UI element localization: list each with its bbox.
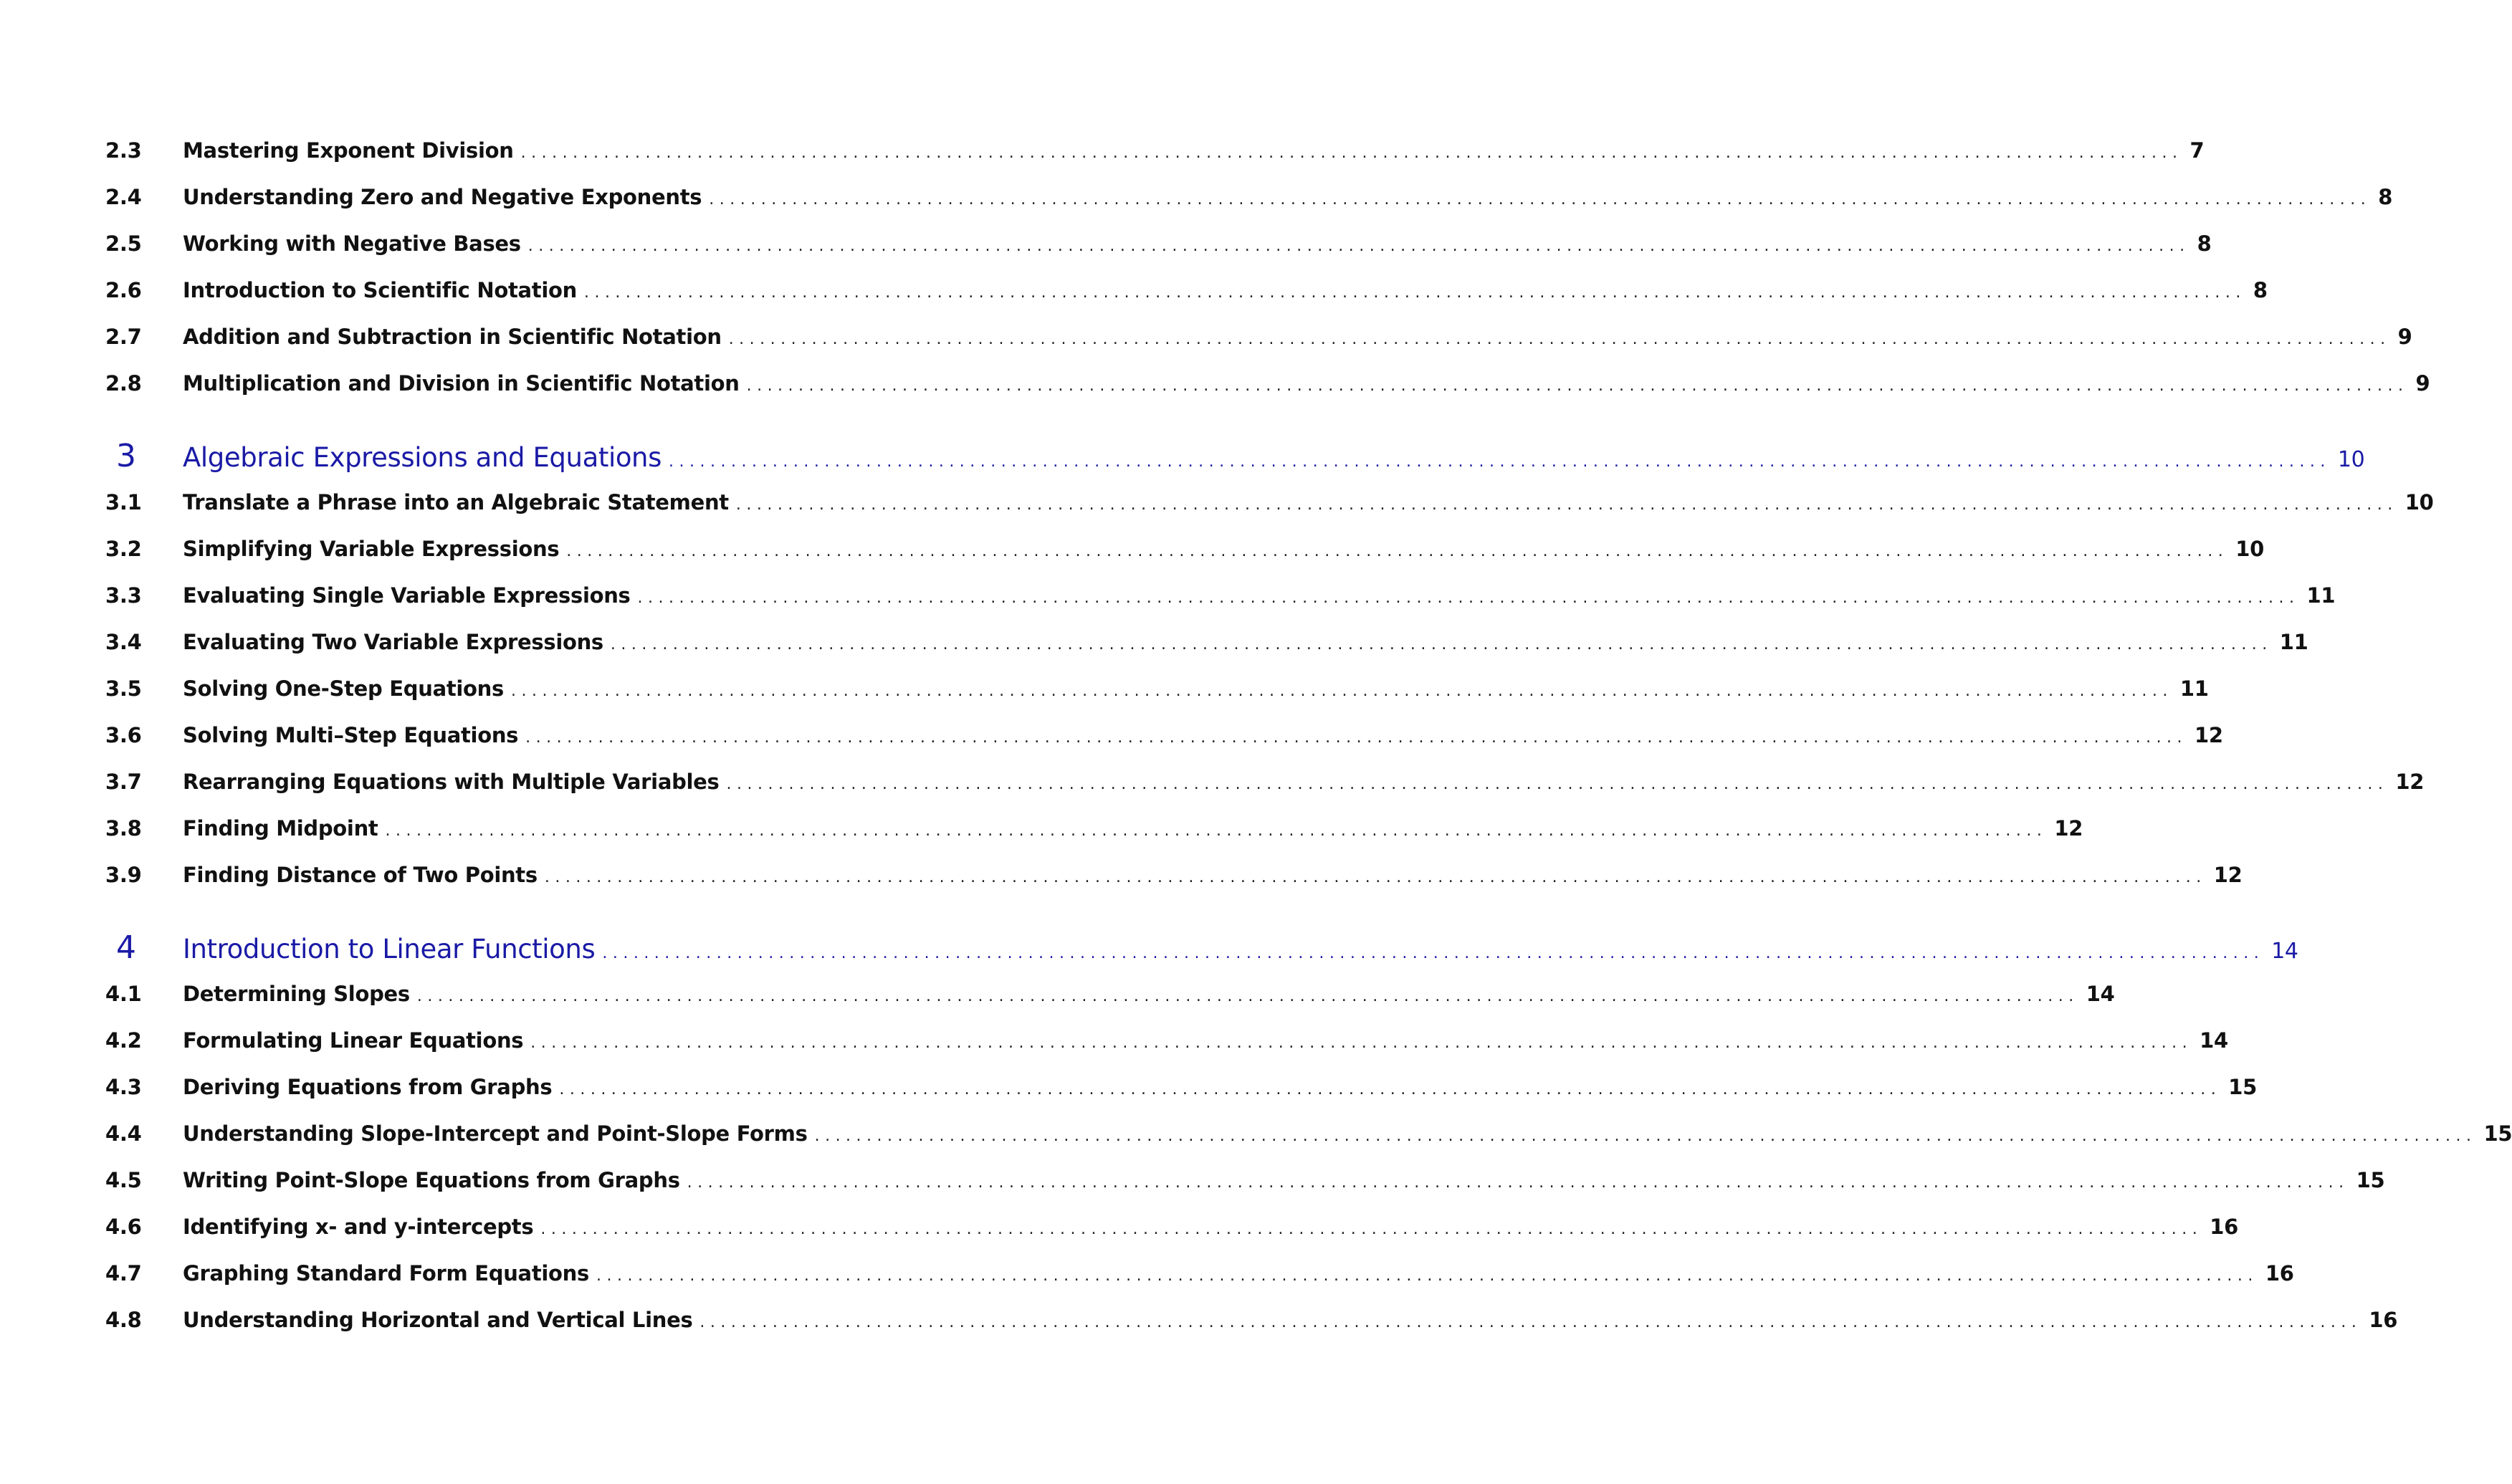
page-number: 8 xyxy=(2253,278,2268,302)
page-number: 12 xyxy=(2054,816,2083,841)
toc-section-entry[interactable] xyxy=(105,1018,2228,1064)
section-number: 3.5 xyxy=(105,676,142,701)
page-number: 11 xyxy=(2306,583,2336,608)
toc-section-entry[interactable] xyxy=(105,314,2412,360)
toc-section-entry[interactable] xyxy=(105,1157,2385,1204)
page-number: 14 xyxy=(2200,1028,2228,1053)
dot-leader: ................................................................................................................................................................ xyxy=(583,284,2246,302)
toc-section-entry[interactable] xyxy=(105,174,2393,221)
toc-section-entry[interactable] xyxy=(105,971,2115,1018)
page-number: 12 xyxy=(2395,770,2425,794)
section-title: Writing Point-Slope Equations from Graphs xyxy=(183,1168,680,1192)
section-number: 3.3 xyxy=(105,583,142,608)
section-number: 2.7 xyxy=(105,325,142,349)
toc-section-entry[interactable] xyxy=(105,221,2212,267)
section-title: Translate a Phrase into an Algebraic Statement xyxy=(183,490,729,514)
dot-leader: ................................................................................................................................................................ xyxy=(559,1081,2222,1098)
chapter-title: Introduction to Linear Functions xyxy=(183,934,596,964)
dot-leader: ................................................................................................................................................................ xyxy=(566,542,2229,560)
dot-leader: ................................................................................................................................................................ xyxy=(637,589,2300,607)
section-title: Introduction to Scientific Notation xyxy=(183,278,577,302)
section-title: Formulating Linear Equations xyxy=(183,1028,524,1053)
dot-leader: ................................................................................................................................................................ xyxy=(525,729,2188,747)
toc-section-entry[interactable] xyxy=(105,573,2336,619)
page-number: 9 xyxy=(2415,371,2430,396)
chapter-title: Algebraic Expressions and Equations xyxy=(183,442,662,473)
section-title: Identifying x- and y-intercepts xyxy=(183,1215,534,1239)
toc-section-entry[interactable] xyxy=(105,666,2209,712)
page-number: 15 xyxy=(2356,1168,2385,1192)
section-title: Evaluating Single Variable Expressions xyxy=(183,583,631,608)
page-number: 16 xyxy=(2369,1308,2398,1332)
page-number: 15 xyxy=(2483,1121,2512,1146)
page-number: 16 xyxy=(2265,1261,2294,1286)
dot-leader: ................................................................................................................................................................ xyxy=(602,944,2265,962)
section-number: 3.8 xyxy=(105,816,142,841)
dot-leader: ................................................................................................................................................................ xyxy=(746,377,2409,395)
toc-section-entry[interactable] xyxy=(105,479,2434,526)
section-number: 2.8 xyxy=(105,371,142,396)
section-number: 2.5 xyxy=(105,231,142,256)
dot-leader: ................................................................................................................................................................ xyxy=(511,682,2173,700)
chapter-spacer xyxy=(105,899,1095,924)
section-title: Finding Midpoint xyxy=(183,816,378,841)
section-title: Solving Multi–Step Equations xyxy=(183,723,519,747)
section-title: Simplifying Variable Expressions xyxy=(183,537,560,561)
section-title: Graphing Standard Form Equations xyxy=(183,1261,589,1286)
dot-leader: ................................................................................................................................................................ xyxy=(709,191,2372,209)
dot-leader: ................................................................................................................................................................ xyxy=(520,144,2183,162)
toc-section-entry[interactable] xyxy=(105,360,2430,407)
dot-leader: ................................................................................................................................................................ xyxy=(530,1034,2193,1052)
section-title: Multiplication and Division in Scientific Notation xyxy=(183,371,740,396)
page-number: 8 xyxy=(2378,185,2393,209)
section-title: Solving One-Step Equations xyxy=(183,676,504,701)
section-number: 4.6 xyxy=(105,1215,142,1239)
section-title: Determining Slopes xyxy=(183,982,410,1006)
chapter-spacer xyxy=(105,407,1095,433)
dot-leader: ................................................................................................................................................................ xyxy=(610,636,2273,654)
section-number: 3.9 xyxy=(105,863,142,887)
dot-leader: ................................................................................................................................................................ xyxy=(814,1127,2477,1145)
page-number: 12 xyxy=(2213,863,2243,887)
toc-section-entry[interactable] xyxy=(105,1250,2294,1297)
section-title: Deriving Equations from Graphs xyxy=(183,1075,553,1099)
section-number: 4.2 xyxy=(105,1028,142,1053)
dot-leader: ................................................................................................................................................................ xyxy=(669,453,2331,471)
toc-section-entry[interactable] xyxy=(105,619,2308,666)
dot-leader: ................................................................................................................................................................ xyxy=(735,496,2398,514)
section-number: 4.7 xyxy=(105,1261,142,1286)
dot-leader: ................................................................................................................................................................ xyxy=(687,1174,2349,1192)
dot-leader: ................................................................................................................................................................ xyxy=(699,1313,2362,1331)
dot-leader: ................................................................................................................................................................ xyxy=(527,237,2190,255)
section-number: 3.6 xyxy=(105,723,142,747)
page-number: 7 xyxy=(2189,138,2205,163)
page-number: 11 xyxy=(2279,630,2308,654)
toc-section-entry[interactable] xyxy=(105,759,2425,805)
dot-leader: ................................................................................................................................................................ xyxy=(540,1220,2203,1238)
page-number: 10 xyxy=(2337,447,2365,472)
toc-section-entry[interactable] xyxy=(105,1204,2239,1250)
toc-chapter-entry[interactable] xyxy=(105,924,2298,971)
section-number: 2.6 xyxy=(105,278,142,302)
section-title: Evaluating Two Variable Expressions xyxy=(183,630,603,654)
toc-section-entry[interactable] xyxy=(105,267,2268,314)
section-title: Understanding Slope-Intercept and Point-Slope Forms xyxy=(183,1121,808,1146)
chapter-number: 3 xyxy=(116,438,136,474)
page-number: 14 xyxy=(2086,982,2115,1006)
toc-section-entry[interactable] xyxy=(105,1064,2258,1111)
page-number: 12 xyxy=(2195,723,2223,747)
dot-leader: ................................................................................................................................................................ xyxy=(416,987,2079,1005)
toc-section-entry[interactable] xyxy=(105,526,2264,573)
section-number: 4.8 xyxy=(105,1308,142,1332)
section-number: 3.1 xyxy=(105,490,142,514)
page-number: 16 xyxy=(2210,1215,2239,1239)
section-title: Finding Distance of Two Points xyxy=(183,863,538,887)
toc-section-entry[interactable] xyxy=(105,712,2223,759)
toc-section-entry[interactable] xyxy=(105,805,2083,852)
section-number: 3.2 xyxy=(105,537,142,561)
toc-section-entry[interactable] xyxy=(105,1111,2512,1157)
section-number: 3.4 xyxy=(105,630,142,654)
section-title: Addition and Subtraction in Scientific Notation xyxy=(183,325,722,349)
section-number: 4.4 xyxy=(105,1121,142,1146)
table-of-contents xyxy=(105,128,2512,1344)
page-number: 9 xyxy=(2397,325,2412,349)
section-number: 2.4 xyxy=(105,185,142,209)
section-title: Rearranging Equations with Multiple Variables xyxy=(183,770,720,794)
section-title: Understanding Horizontal and Vertical Lines xyxy=(183,1308,693,1332)
section-number: 4.3 xyxy=(105,1075,142,1099)
page-number: 10 xyxy=(2404,490,2434,514)
page-number: 10 xyxy=(2235,537,2264,561)
dot-leader: ................................................................................................................................................................ xyxy=(385,822,2048,840)
section-number: 3.7 xyxy=(105,770,142,794)
section-number: 4.5 xyxy=(105,1168,142,1192)
section-number: 4.1 xyxy=(105,982,142,1006)
dot-leader: ................................................................................................................................................................ xyxy=(726,775,2389,793)
section-title: Mastering Exponent Division xyxy=(183,138,514,163)
toc-section-entry[interactable] xyxy=(105,1297,2398,1344)
toc-chapter-entry[interactable] xyxy=(105,433,2365,479)
toc-section-entry[interactable] xyxy=(105,852,2243,899)
page-number: 15 xyxy=(2228,1075,2258,1099)
section-title: Working with Negative Bases xyxy=(183,231,521,256)
section-title: Understanding Zero and Negative Exponents xyxy=(183,185,702,209)
dot-leader: ................................................................................................................................................................ xyxy=(544,868,2207,886)
chapter-number: 4 xyxy=(116,929,136,966)
page-number: 11 xyxy=(2179,676,2209,701)
section-number: 2.3 xyxy=(105,138,142,163)
toc-section-entry[interactable] xyxy=(105,128,2205,174)
page-number: 14 xyxy=(2271,939,2298,964)
dot-leader: ................................................................................................................................................................ xyxy=(596,1267,2258,1285)
page-number: 8 xyxy=(2197,231,2212,256)
dot-leader: ................................................................................................................................................................ xyxy=(728,330,2391,348)
